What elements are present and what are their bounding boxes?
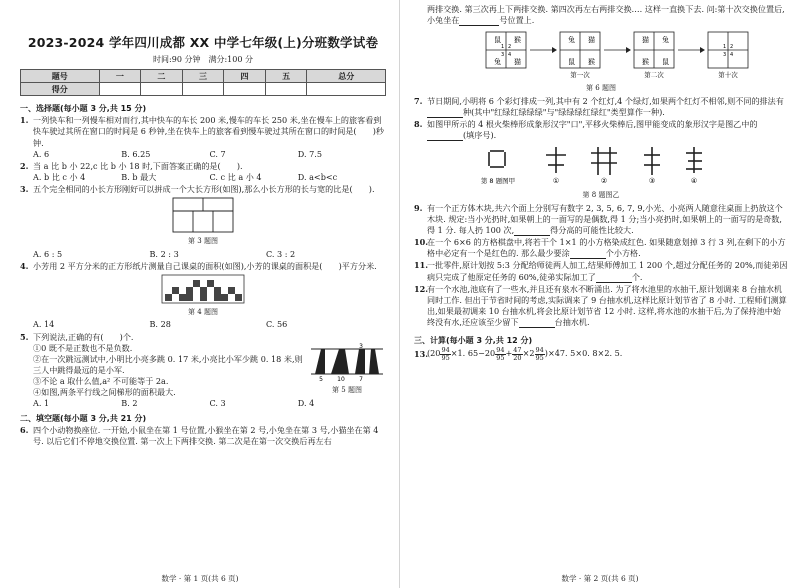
option[interactable]: C. 3 — [209, 398, 226, 409]
question-number: 9. — [414, 202, 423, 213]
option[interactable]: B. 28 — [149, 319, 171, 330]
question-number: 3. — [20, 184, 29, 195]
figure-label: 3 — [359, 342, 363, 350]
grid-label: 猫 — [642, 36, 649, 45]
grid-label: 猫 — [588, 36, 595, 45]
question-number: 12. — [414, 283, 429, 294]
figure-8 — [414, 143, 788, 200]
options — [20, 319, 386, 330]
question-number: 2. — [20, 160, 29, 171]
seat-number: 3 — [723, 52, 727, 59]
question-text: 当 a 比 b 小 22,c 比 b 小 18 时,下面答案正确的是( ). — [33, 160, 243, 171]
grid-label: 鼠 — [494, 36, 501, 45]
grid-label: 鼠 — [568, 58, 575, 67]
figure-label: 10 — [337, 375, 345, 383]
options — [20, 149, 386, 160]
expr-part: (20 — [427, 348, 441, 359]
grid-label: 猴 — [642, 58, 649, 67]
seat-number: 2 — [508, 44, 512, 51]
numerator: 47 — [513, 346, 522, 355]
question-8 — [414, 119, 788, 141]
score-row-label: 得分 — [21, 83, 100, 96]
figure-label: ① — [552, 177, 560, 186]
figure-caption: 第 5 题图 — [332, 386, 362, 395]
question-text: 台抽水机. — [554, 317, 590, 328]
question-number: 11. — [414, 260, 429, 271]
step-label: 第十次 — [718, 71, 738, 80]
question-2 — [20, 161, 386, 172]
score-header-cell: 一 — [99, 70, 141, 83]
option[interactable]: D. 7.5 — [297, 148, 322, 159]
denominator: 95 — [441, 353, 450, 362]
denominator: 95 — [496, 353, 505, 362]
question-7 — [414, 96, 788, 118]
option[interactable]: B. 2 : 3 — [149, 248, 179, 259]
statement: ③不论 a 取什么值,a² 不可能等于 2a. — [33, 376, 169, 387]
desk-squares-diagram — [161, 274, 245, 304]
expr-part: ×1. 65−20 — [450, 348, 496, 359]
question-number: 7. — [414, 95, 423, 106]
answer-blank[interactable] — [459, 16, 499, 26]
question-text: 下列说法,正确的有( )个. — [33, 331, 134, 342]
seat-number: 1 — [501, 44, 505, 51]
figure-label: 第 8 题图甲 — [480, 177, 516, 186]
question-number: 1. — [20, 115, 29, 126]
option[interactable]: A. 6 — [33, 148, 50, 159]
option[interactable]: B. 2 — [121, 398, 138, 409]
statement: ①0 既不是正数也不是负数. — [33, 342, 133, 353]
seat-number: 4 — [730, 52, 734, 59]
score-cell[interactable] — [265, 83, 307, 96]
options — [20, 249, 386, 260]
score-header-cell: 三 — [182, 70, 224, 83]
numerator: 94 — [441, 346, 450, 355]
score-cell[interactable] — [99, 83, 141, 96]
page-footer: 数学 · 第 2 页(共 6 页) — [561, 573, 639, 583]
numerator: 94 — [496, 346, 505, 355]
fraction — [535, 347, 545, 361]
figure-6 — [414, 28, 788, 93]
figure-5 — [308, 343, 386, 399]
question-text: 节日期间,小明将 6 个彩灯排成一列,其中有 2 个红灯,4 个绿灯,如果两个红灯不相邻,则不同的排法有 — [427, 95, 784, 106]
options — [20, 398, 386, 409]
option[interactable]: C. 3 : 2 — [265, 248, 296, 259]
figure-4 — [20, 274, 386, 317]
question-9 — [414, 203, 788, 236]
question-number: 6. — [20, 424, 29, 435]
step-label: 第二次 — [644, 71, 664, 80]
score-cell[interactable] — [182, 83, 224, 96]
question-text: 种(其中"红绿红绿绿绿"与"绿绿绿红绿红"类型算作一种). — [463, 106, 665, 117]
exam-subtitle: 时间:90 分钟 满分:100 分 — [153, 55, 253, 65]
question-text: 五个完全相同的小长方形刚好可以拼成一个大长方形(如图),那么小长方形的长与宽的比是( ). — [33, 184, 375, 195]
question-text: 两排交换. 第三次再上下两排交换. 第四次再左右两排交换…. 这样一直换下去. 问:第十次交换位置后,小兔坐在 — [427, 4, 785, 26]
section-heading: 三、计算(每小题 3 分,共 12 分) — [414, 336, 533, 346]
statement: ②在一次跳远测试中,小明比小亮多跳 0. 17 米,小亮比小军少跳 0. 18 米,则三人中跳得最远的是小军. — [33, 353, 303, 375]
score-table — [20, 69, 386, 96]
question-text: 一列快车和一列慢车相对而行,其中快车的车长 200 米,慢车的车长 250 米,坐在慢车上的旅客看到快车驶过其所在窗口的时间是 6 秒钟,坐在快车上的旅客看到慢车驶过其所在窗口的时间是( )秒钟. — [33, 115, 385, 148]
question-number: 5. — [20, 331, 29, 342]
seat-number: 1 — [723, 44, 727, 51]
question-text: 得分高的可能性比较大. — [550, 224, 634, 235]
grid-label: 鼠 — [662, 58, 669, 67]
answer-blank[interactable] — [570, 249, 606, 259]
question-text: 如图甲所示的 4 根火柴棒形成象形汉字"口",平移火柴棒后,图甲能变成的象形汉字是图乙中的 — [427, 118, 758, 129]
grid-label: 猫 — [514, 58, 521, 67]
option[interactable]: D. 4 — [297, 398, 315, 409]
option[interactable]: D. a<b<c — [297, 172, 338, 183]
exam-title: 2023-2024 学年四川成都 XX 中学七年级(上)分班数学试卷 — [27, 35, 379, 50]
option[interactable]: A. 6 : 5 — [33, 248, 63, 259]
score-cell[interactable] — [224, 83, 266, 96]
statement-list — [20, 343, 308, 399]
question-text: 四个小动物换座位. 一开始,小鼠坐在第 1 号位置,小猴坐在第 2 号,小兔坐在第 3 号,小猫坐在第 4 号. 以后它们不停地交换位置. 第一次上下两排交换. 第二次是在第一次交换后再左右 — [33, 424, 379, 446]
figure-caption: 第 6 题图 — [586, 83, 616, 92]
score-cell[interactable] — [307, 83, 386, 96]
option[interactable]: B. 6.25 — [121, 148, 151, 159]
figure-label: ② — [600, 177, 608, 186]
grid-label: 猴 — [514, 36, 521, 45]
question-number: 4. — [20, 260, 29, 271]
score-header-cell: 总分 — [307, 70, 386, 83]
question-4 — [20, 261, 386, 272]
option[interactable]: A. 14 — [33, 319, 55, 330]
options — [20, 172, 386, 183]
question-text: 号位置上. — [499, 15, 535, 26]
score-header-cell: 题号 — [21, 70, 100, 83]
question-number: 8. — [414, 118, 423, 129]
figure-caption: 第 3 题图 — [188, 237, 218, 246]
question-10 — [414, 237, 788, 259]
answer-blank[interactable] — [514, 226, 550, 236]
question-12 — [414, 284, 788, 329]
question-3 — [20, 184, 386, 195]
page-2 — [400, 0, 800, 588]
question-5 — [20, 332, 386, 343]
figure-caption: 第 8 题图乙 — [582, 190, 620, 199]
seat-number: 3 — [501, 52, 505, 59]
question-6-continued — [414, 4, 788, 26]
expr-part: + — [505, 348, 513, 359]
expr-part: )×47. 5×0. 8×2. 5. — [544, 348, 623, 359]
figure-label: 7 — [359, 375, 363, 383]
grid-label: 兔 — [662, 36, 669, 45]
question-11 — [414, 260, 788, 282]
numerator: 94 — [535, 346, 544, 355]
statement: ④如图,两条平行线之间梯形的面积最大. — [33, 387, 176, 398]
score-table-row — [21, 83, 386, 96]
option[interactable]: C. 7 — [209, 148, 226, 159]
question-1 — [20, 115, 386, 148]
section-heading: 二、填空题(每小题 3 分,共 21 分) — [20, 413, 147, 423]
expr-part: ×2 — [522, 348, 535, 359]
question-text: 小芳用 2 平方分米的正方形纸片测量自己课桌的面积(如图),小芳的课桌的面积是( )平方分米. — [33, 260, 377, 271]
question-6 — [20, 425, 386, 447]
score-header-cell: 四 — [224, 70, 266, 83]
denominator: 20 — [513, 353, 522, 362]
score-table-header — [21, 70, 386, 83]
denominator: 95 — [535, 353, 544, 362]
trapezoid-diagram — [309, 343, 385, 383]
matchstick-diagram — [476, 143, 726, 187]
fraction — [512, 347, 522, 361]
seat-number: 4 — [508, 52, 512, 59]
answer-blank[interactable] — [596, 273, 632, 283]
question-text: (填序号). — [463, 130, 497, 141]
grid-label: 兔 — [494, 58, 501, 67]
figure-3 — [20, 197, 386, 246]
seat-number: 2 — [730, 44, 734, 51]
option[interactable]: C. c 比 a 小 4 — [209, 172, 262, 183]
question-text: 有一个正方体木块,共六个面上分别写有数字 2, 3, 5, 6, 7, 9,小光、小亮两人随意往桌面上扔放这个木块. 规定:当小光扔时,如果朝上的一面写的是偶数,得 1 分;当小亮扔时,如果朝上的一面写的是奇数,得 1 分. 每人扔 100 次, — [427, 202, 783, 235]
question-text: 个小方格. — [605, 248, 641, 259]
question-number: 13. — [414, 348, 429, 359]
animal-seat-diagram — [436, 28, 766, 80]
answer-blank[interactable] — [427, 131, 463, 141]
figure-caption: 第 4 题图 — [188, 307, 218, 316]
section-heading: 一、选择题(每小题 3 分,共 15 分) — [20, 104, 147, 114]
grid-label: 猴 — [588, 58, 595, 67]
question-5-body — [20, 343, 386, 399]
option[interactable]: C. 56 — [265, 319, 288, 330]
question-text: 个. — [631, 271, 643, 282]
question-number: 10. — [414, 237, 429, 248]
page-footer: 数学 · 第 1 页(共 6 页) — [161, 573, 239, 583]
figure-label: ③ — [648, 177, 656, 186]
figure-label: ④ — [690, 177, 698, 186]
score-cell[interactable] — [141, 83, 183, 96]
question-text: 一批零件,原计划按 5:3 分配给师徒两人加工,结果师傅加工 1 200 个,超过分配任务的 20%,而徒弟因病只完成了他原定任务的 60%,徒弟实际加工了 — [427, 260, 788, 282]
rectangles-diagram — [172, 197, 234, 233]
score-header-cell: 二 — [141, 70, 183, 83]
grid-label: 兔 — [568, 36, 575, 45]
fraction — [495, 347, 505, 361]
figure-label: 5 — [319, 375, 323, 383]
question-13 — [414, 347, 788, 361]
step-label: 第一次 — [570, 71, 590, 80]
answer-blank[interactable] — [427, 108, 463, 118]
score-header-cell: 五 — [265, 70, 307, 83]
option[interactable]: B. b 最大 — [121, 172, 157, 183]
answer-blank[interactable] — [519, 318, 555, 328]
question-text: 在一个 6×6 的方格棋盘中,将若干个 1×1 的小方格染成红色. 如果随意划掉 3 行 3 列,在剩下的小方格中必定有一个是红色的. 那么最少要涂 — [427, 237, 786, 259]
option[interactable]: A. 1 — [33, 398, 50, 409]
question-text: 有一个水池,池底有了一些水,并且还有泉水不断涌出. 为了将水池里的水抽干,原计划调来 8 台抽水机同时工作. 但出于节省时间的考虑,实际调来了 9 台抽水机,这样比原计划节省了 8 小时. 工程师们测算出,如果最初调来 10 台抽水机,将会比原计划节省 12 小时. 这样,将水池的水抽干后,为了保持池中始终没有水,还应该至少留下 — [427, 283, 787, 328]
fraction — [440, 347, 450, 361]
option[interactable]: A. b 比 c 小 4 — [33, 172, 86, 183]
math-expression — [427, 347, 788, 361]
